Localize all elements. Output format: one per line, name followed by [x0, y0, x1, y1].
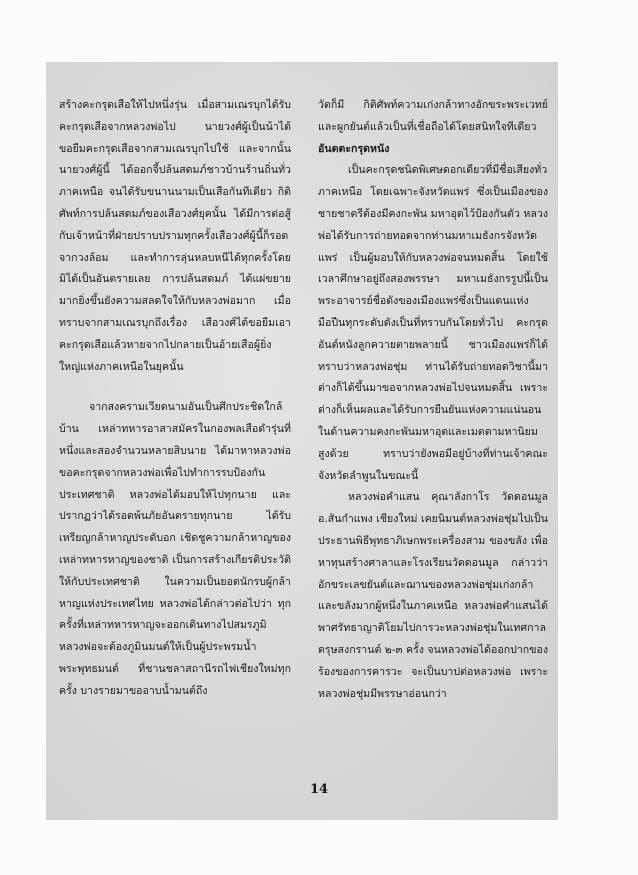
right-intro: วัดก็มี กิติศัพท์ความเก่งกล้าทางอักขระพระเวทย์ และผูกยันต์แล้วเป็นที่เชื่อถือได้โดยสนิทใจทีเดียว: [318, 99, 548, 133]
page-number: 14: [309, 782, 329, 797]
right-paragraph-1: เป็นคะกรุดชนิดพิเศษดอกเดียวที่มีชื่อเสียงทั่วภาคเหนือ โดยเฉพาะจังหวัดแพร่ ซึ่งเป็นเมืองของชายชาตรีต้องมีคงกะพัน มหาอุดไว้ป้องกันตัว หลวงพ่อได้รับการถ่ายทอดจากท่านมหาเมธังกรจังหวัดแพร่ เป็นผู้มอบให้กับหลวงพ่อจนหมดสิ้น โดยใช้เวลาศึกษาอยู่ถึงสองพรรษา มหาเมธังกรรูปนี้เป็นพระอาจารย์ชื่อดังของเมืองแพร่ซึ่งเป็นแดนแห่งมือปืนทุกระดับดังเป็นที่ทราบกันโดยทั่วไป คะกรุดอันต์หนังลูกควายตายพลายนี้ ชาวเมืองแพร่ก็ได้ทราบว่าหลวงพ่อชุ่ม ท่านได้รับถ่ายทอดวิชานี้มา ต่างก็ได้ขึ้นมาขอจากหลวงพ่อไปจนหมดสิ้น เพราะต่างก็เห็นผลและได้รับการยืนยันแห่งความแน่นอนในด้านความคงกะพันมหาอุดและเมตตามหานิยมสูงด้วย ทราบว่ายังพอมีอยู่บ้างที่ท่านเจ้าคณะจังหวัดลำพูนในขณะนี้: [318, 164, 548, 482]
right-column: [318, 95, 548, 705]
left-paragraph-1: สร้างคะกรุดเสือให้ไปหนึ่งรุ่น เมื่อสามเณรบุกได้รับคะกรุดเสือจากหลวงพ่อไป นายวงศ์ผู้เป็นน้าได้ขอยืมคะกรุดเสือจากสามเณรบุกไปใช้ และจากนั้นนายวงศ์ผู้นี้ ได้ออกจี้ปล้นสดมภ์ชาวบ้านร้านถิ่นทั่วภาคเหนือ จนได้รับขนานนามเป็นเสือกันทีเดียว กิติศัพท์การปล้นสดมภ์ของเสือวงศ์ยุคนั้น ได้มีการต่อสู้กับเจ้าหน้าที่ฝ่ายปราบปรามทุกครั้งเสือวงศ์ผู้นี้ก็รอดจากวงล้อม และทำการลุ่นหลบหนีได้ทุกครั้งโดยมิได้เป็นอันตรายเลย การปล้นสดมภ์ ได้แผ่ขยายมากยิ่งขึ้นยังความสลดใจให้กับหลวงพ่อมาก เมื่อทราบจากสามเณรบุกถึงเรื่อง เสือวงศ์ได้ขอยืมเอาคะกรุดเสือแล้วหายจากไปกลายเป็นอ้ายเสือผู้ยิ่งใหญ่แห่งภาคเหนือในยุคนั้น: [59, 99, 291, 373]
right-paragraph-2: หลวงพ่อคำแสน คุณาลังกาโร วัดดอนมูล อ.สันกำแพง เชียงใหม่ เคยนิมนต์หลวงพ่อชุ่มไปเป็นประธานพิธีพุทธาภิเษกพระเครื่องสาม ของขลัง เพื่อหาทุนสร้างศาลาและโรงเรียนวัดดอนมูล กล่าวว่า อักขระเลขยันต์และฌานของหลวงพ่อชุ่มเก่งกล้าและขลังมากผู้หนึ่งในภาคเหนือ หลวงพ่อคำแสนได้พาศรัทธาญาติโยมไปการวะหลวงพ่อชุ่มในเทศกาลตรุษสงกรานต์ ๒-๓ ครั้ง จนหลวงพ่อได้ออกปากของร้องของการคารวะ จะเป็นบาปต่อหลวงพ่อ เพราะหลวงพ่อชุ่มมีพรรษาอ่อนกว่า: [318, 491, 548, 700]
left-paragraph-2: จากสงครามเวียดนามอันเป็นศึกประชิดใกล้บ้าน เหล่าทหารอาสาสมัครในกองพลเสือดำรุ่นที่หนึ่งและสองจำนวนหลายสิบนาย ได้มาหาหลวงพ่อ ขอคะกรุดจากหลวงพ่อเพื่อไปทำการรบป้องกันประเทศชาติ หลวงพ่อได้มอบให้ไปทุกนาย และปรากฏว่าได้รอดพ้นภัยอันตรายทุกนาย ได้รับเหรียญกล้าหาญประดับอก เชิดชูความกล้าหาญของเหล่าทหารหาญของชาติ เป็นการสร้างเกียรติประวัติ ให้กับประเทศชาติ ในความเป็นยอดนักรบผู้กล้าหาญแห่งประเทศไทย หลวงพ่อได้กล่าวต่อไปว่า ทุกครั้งที่เหล่าทหารหาญจะออกเดินทางไปสมรภูมิ หลวงพ่อจะต้องภูมินมนต์ให้เป็นผู้ประพรมน้ำพระพุทธมนต์ ที่ชานชลาสถานีรถไฟเชียงใหม่ทุกครั้ง บางรายมาขออาบน้ำมนต์ถึง: [59, 401, 291, 697]
left-column: [59, 95, 291, 703]
section-heading: อันตตะกรุดหนัง: [318, 142, 390, 155]
